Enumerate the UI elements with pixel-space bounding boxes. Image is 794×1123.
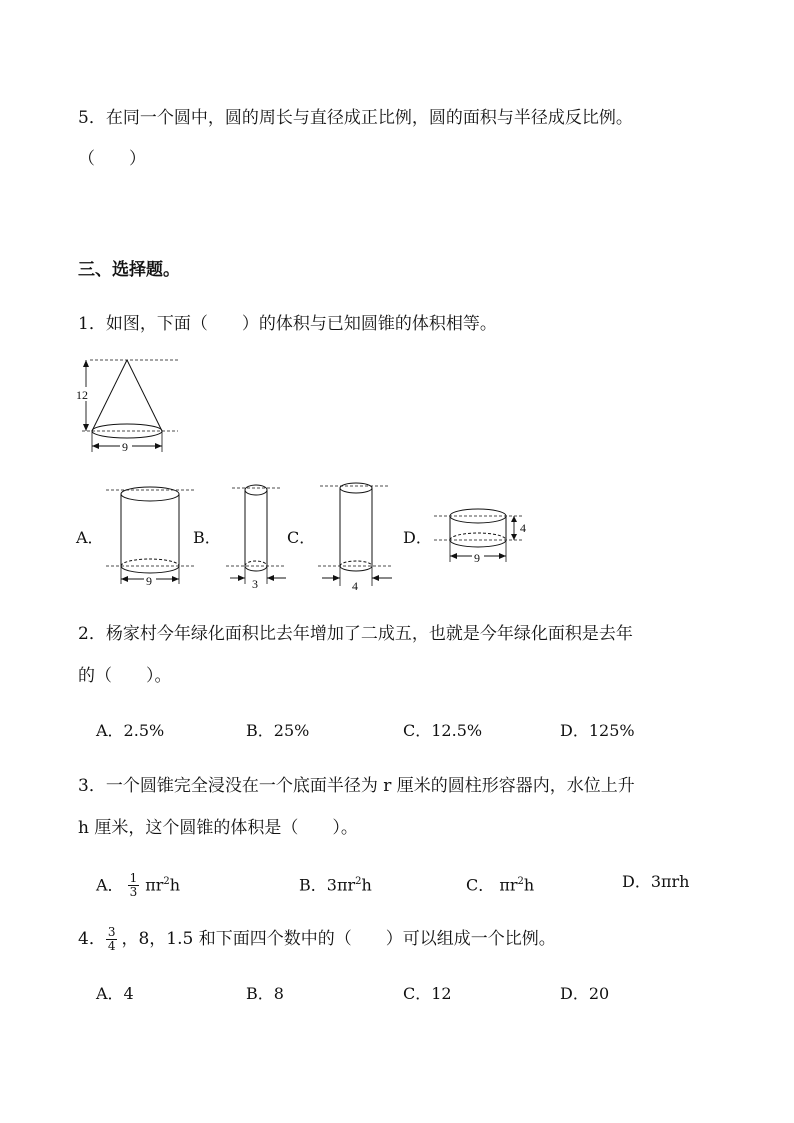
- q3-stem-line1: 3．一个圆锥完全浸没在一个底面半径为 r 厘米的圆柱形容器内，水位上升: [78, 776, 635, 796]
- q4-stem: 4． $\frac{3}{4}$ ，8，1.5 和下面四个数中的（ ）可以组成一个比例。: [78, 925, 556, 953]
- q3-option-c[interactable]: C． $\pi r^2h$: [466, 875, 535, 895]
- q2-option-c[interactable]: C．12.5%: [403, 721, 483, 740]
- cylinder-d-height-label: 4: [520, 521, 526, 535]
- q5-answer-blank[interactable]: （ ）: [78, 149, 146, 169]
- q2-option-b[interactable]: B．25%: [246, 721, 310, 740]
- q4-option-d[interactable]: D．20: [560, 984, 610, 1003]
- q3-option-d[interactable]: D．3πrh: [622, 872, 690, 891]
- q3-option-b[interactable]: B．$3\pi r^2h$: [299, 875, 372, 895]
- cylinder-a[interactable]: [104, 482, 196, 592]
- q1-option-b-letter[interactable]: B．: [193, 528, 221, 547]
- fraction-one-third: $\frac{1}{3}$: [129, 871, 138, 900]
- q1-option-d-letter[interactable]: D．: [403, 528, 432, 547]
- q5-stem: 5．在同一个圆中，圆的周长与直径成正比例，圆的面积与半径成反比例。: [78, 108, 633, 128]
- q4-option-c[interactable]: C．12: [403, 984, 452, 1003]
- cylinder-b-diameter-label: 3: [252, 577, 258, 591]
- cone-height-label: 12: [76, 388, 88, 402]
- q1-option-a-letter[interactable]: A．: [76, 528, 104, 547]
- cylinder-b[interactable]: [226, 480, 292, 592]
- q2-stem-line2: 的（ ）。: [78, 666, 172, 686]
- cone-figure: [74, 352, 184, 456]
- q1-stem: 1．如图，下面（ ）的体积与已知圆锥的体积相等。: [78, 314, 497, 334]
- q1-option-c-letter[interactable]: C．: [287, 528, 316, 547]
- q2-option-a[interactable]: A．2.5%: [96, 721, 165, 740]
- cylinder-c-diameter-label: 4: [352, 579, 358, 593]
- q3-option-a-letter: A．: [96, 875, 124, 895]
- q2-option-d[interactable]: D．125%: [560, 721, 635, 740]
- cylinder-d-diameter-label: 9: [474, 551, 480, 565]
- q3-option-a[interactable]: A． $\frac{1}{3}$ $\pi r^2h$: [96, 871, 181, 900]
- q2-stem-line1: 2．杨家村今年绿化面积比去年增加了二成五，也就是今年绿化面积是去年: [78, 624, 633, 644]
- cylinder-a-diameter-label: 9: [146, 574, 152, 588]
- q4-option-a[interactable]: A．4: [96, 984, 134, 1003]
- q3-stem-line2: h 厘米，这个圆锥的体积是（ ）。: [78, 818, 358, 838]
- section-title: 三、选择题。: [78, 260, 180, 280]
- cone-diameter-label: 9: [122, 440, 128, 454]
- fraction-three-quarters: $\frac{3}{4}$: [107, 925, 116, 953]
- cylinder-d[interactable]: [432, 504, 536, 568]
- cylinder-c[interactable]: [316, 478, 396, 594]
- q4-option-b[interactable]: B．8: [246, 984, 284, 1003]
